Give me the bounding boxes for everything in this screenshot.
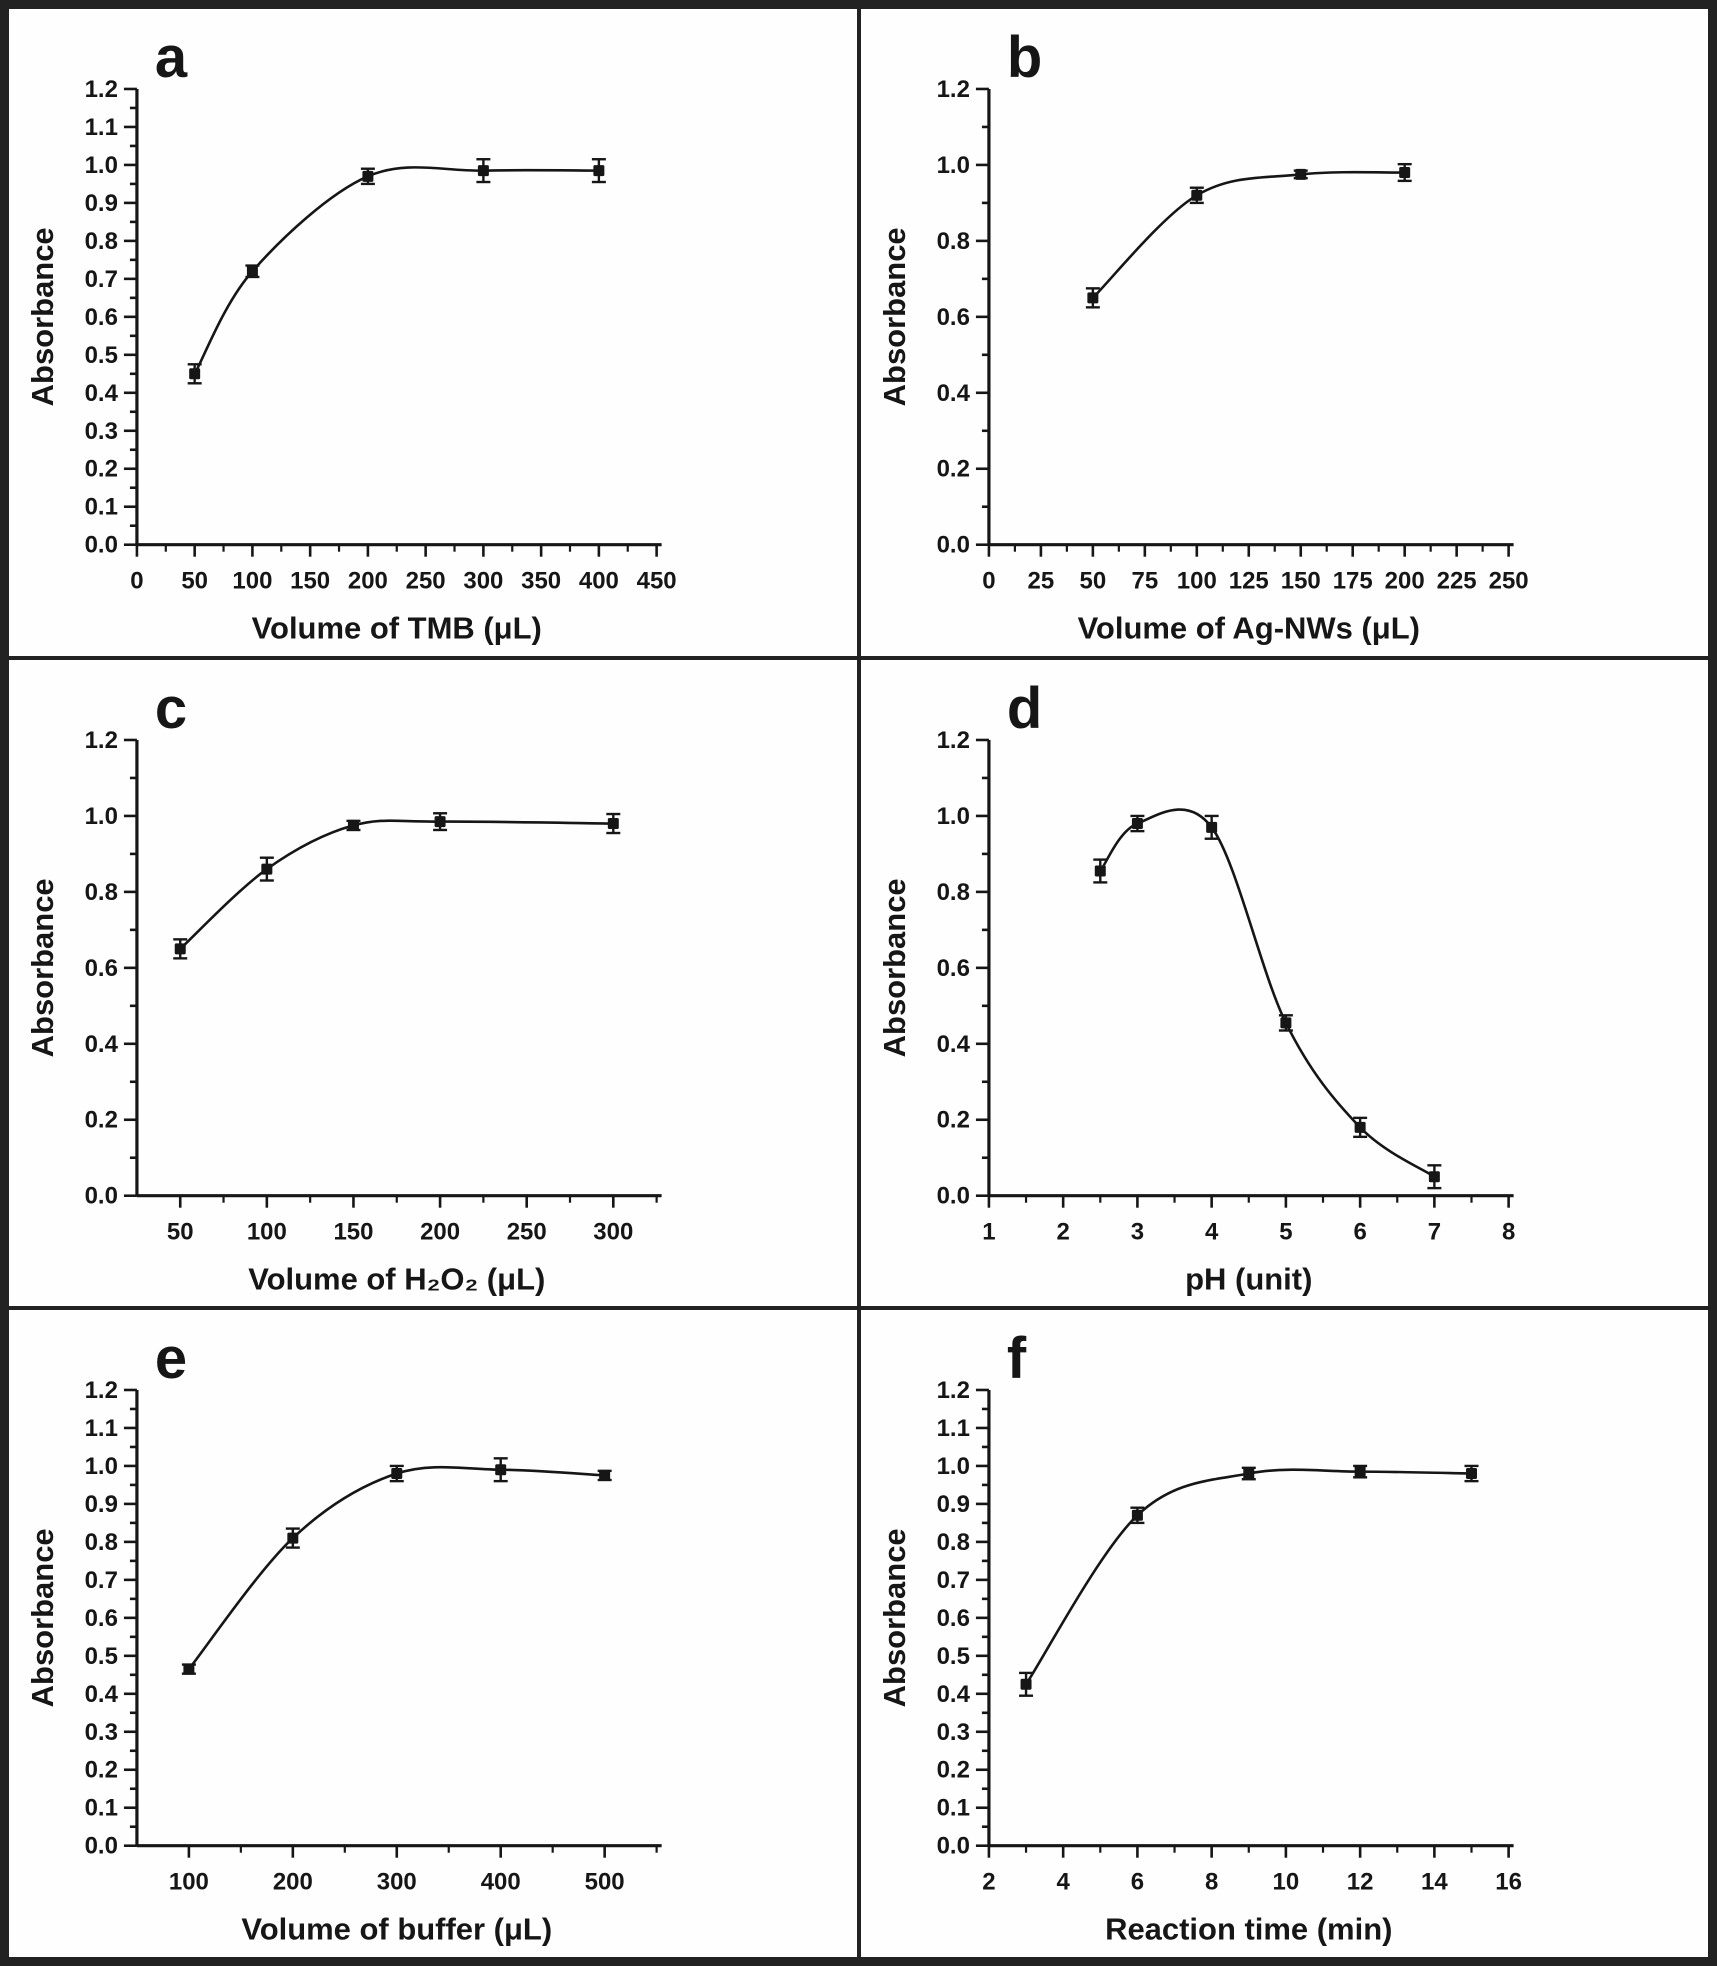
data-point: [183, 1664, 194, 1675]
y-tick-label: 0.2: [936, 1106, 970, 1134]
data-point: [478, 165, 489, 176]
data-point: [599, 1470, 610, 1481]
y-tick-label: 0.2: [84, 455, 118, 483]
x-tick-label: 400: [480, 1869, 521, 1897]
x-tick-label: 100: [232, 567, 273, 595]
y-tick-label: 0.0: [84, 1833, 118, 1861]
x-tick-label: 125: [1228, 567, 1269, 595]
data-point: [1295, 169, 1306, 180]
y-tick-label: 0.1: [84, 1795, 118, 1823]
data-point: [435, 816, 446, 827]
y-tick-label: 0.1: [936, 1795, 970, 1823]
panel-e: [9, 1310, 857, 1957]
y-tick-label: 0.8: [936, 878, 970, 906]
y-tick-label: 1.2: [84, 726, 118, 754]
data-point: [1399, 167, 1410, 178]
y-tick-label: 0.4: [936, 379, 970, 407]
y-tick-label: 1.2: [936, 75, 970, 103]
data-point: [348, 820, 359, 831]
y-tick-label: 1.1: [936, 1415, 970, 1443]
x-tick-label: 3: [1130, 1218, 1144, 1246]
data-point: [175, 943, 186, 954]
x-tick-label: 350: [521, 567, 562, 595]
data-point: [1206, 821, 1217, 832]
y-tick-label: 0.4: [84, 1030, 118, 1058]
data-point: [495, 1465, 506, 1476]
y-tick-label: 0.2: [84, 1106, 118, 1134]
chart-a: [9, 9, 857, 656]
x-tick-label: 250: [1488, 567, 1529, 595]
y-axis-label: Absorbance: [24, 1528, 60, 1708]
y-tick-label: 0.6: [936, 954, 970, 982]
y-tick-label: 1.1: [84, 1415, 118, 1443]
y-tick-label: 0.5: [84, 1643, 118, 1671]
panel-letter: c: [154, 676, 188, 741]
data-curve: [180, 820, 613, 948]
y-tick-label: 1.1: [84, 113, 118, 141]
x-axis-label: Reaction time (min): [1104, 1911, 1392, 1947]
y-tick-label: 0.8: [936, 227, 970, 255]
x-tick-label: 200: [1384, 567, 1425, 595]
panel-letter: b: [1006, 25, 1042, 90]
y-tick-label: 1.2: [84, 1377, 118, 1405]
data-point: [261, 863, 272, 874]
x-tick-label: 200: [420, 1218, 461, 1246]
x-tick-label: 2: [1055, 1218, 1070, 1246]
data-curve: [1092, 172, 1404, 298]
x-tick-label: 100: [1176, 567, 1217, 595]
y-tick-label: 0.4: [936, 1030, 970, 1058]
y-tick-label: 0.8: [84, 878, 118, 906]
panel-d: [861, 660, 1709, 1307]
data-point: [1354, 1122, 1365, 1133]
panel-b: [861, 9, 1709, 656]
x-tick-label: 50: [181, 567, 209, 595]
y-axis-label: Absorbance: [876, 227, 912, 407]
data-curve: [1026, 1470, 1471, 1685]
x-tick-label: 10: [1272, 1869, 1299, 1897]
x-axis-label: Volume of buffer (μL): [241, 1911, 553, 1947]
y-tick-label: 1.0: [936, 151, 970, 179]
y-tick-label: 1.2: [84, 75, 118, 103]
data-point: [1191, 190, 1202, 201]
data-point: [608, 818, 619, 829]
y-tick-label: 1.0: [84, 151, 118, 179]
panel-letter: a: [154, 25, 188, 90]
y-tick-label: 0.2: [84, 1757, 118, 1785]
y-tick-label: 1.0: [84, 1453, 118, 1481]
x-tick-label: 150: [333, 1218, 374, 1246]
y-axis-label: Absorbance: [876, 878, 912, 1057]
y-tick-label: 0.3: [936, 1719, 970, 1747]
x-tick-label: 14: [1420, 1869, 1448, 1897]
x-tick-label: 250: [506, 1218, 547, 1246]
x-tick-label: 6: [1352, 1218, 1367, 1246]
data-point: [1354, 1466, 1365, 1477]
x-tick-label: 200: [272, 1869, 313, 1897]
x-tick-label: 150: [1280, 567, 1321, 595]
data-point: [362, 171, 373, 182]
x-tick-label: 2: [981, 1869, 996, 1897]
x-axis-label: Volume of TMB (μL): [251, 610, 542, 646]
x-tick-label: 175: [1332, 567, 1373, 595]
y-tick-label: 1.2: [936, 1377, 970, 1405]
x-tick-label: 400: [578, 567, 619, 595]
x-tick-label: 7: [1427, 1218, 1441, 1246]
x-tick-label: 16: [1494, 1869, 1522, 1897]
data-point: [1131, 1510, 1142, 1521]
x-tick-label: 100: [168, 1869, 209, 1897]
y-tick-label: 1.0: [936, 802, 970, 830]
panel-letter: e: [154, 1327, 188, 1392]
y-tick-label: 0.3: [84, 417, 118, 445]
x-tick-label: 300: [463, 567, 504, 595]
x-tick-label: 4: [1204, 1218, 1218, 1246]
data-point: [189, 368, 200, 379]
data-point: [1131, 818, 1142, 829]
y-tick-label: 0.8: [936, 1529, 970, 1557]
y-tick-label: 1.2: [936, 726, 970, 754]
y-tick-label: 0.2: [936, 1757, 970, 1785]
x-tick-label: 75: [1130, 567, 1158, 595]
x-tick-label: 100: [246, 1218, 287, 1246]
x-tick-label: 25: [1027, 567, 1054, 595]
data-curve: [189, 1467, 605, 1669]
y-tick-label: 0.7: [84, 265, 118, 293]
x-tick-label: 12: [1346, 1869, 1373, 1897]
y-tick-label: 0.0: [936, 1833, 970, 1861]
panel-c: [9, 660, 857, 1307]
x-tick-label: 300: [376, 1869, 417, 1897]
y-tick-label: 0.9: [84, 1491, 118, 1519]
x-tick-label: 150: [290, 567, 331, 595]
y-tick-label: 0.9: [936, 1491, 970, 1519]
x-tick-label: 50: [166, 1218, 194, 1246]
y-tick-label: 0.0: [936, 1182, 970, 1210]
y-tick-label: 0.6: [84, 954, 118, 982]
x-tick-label: 4: [1055, 1869, 1070, 1897]
x-tick-label: 200: [347, 567, 388, 595]
x-axis-label: Volume of H₂O₂ (μL): [248, 1261, 546, 1297]
x-axis-label: pH (unit): [1184, 1261, 1312, 1297]
panel-letter: f: [1006, 1327, 1026, 1392]
y-axis-label: Absorbance: [876, 1528, 912, 1708]
y-axis-label: Absorbance: [24, 878, 60, 1057]
x-tick-label: 8: [1204, 1869, 1218, 1897]
data-curve: [1100, 809, 1434, 1176]
chart-f: [861, 1310, 1709, 1957]
y-tick-label: 0.2: [936, 455, 970, 483]
y-tick-label: 0.4: [84, 1681, 118, 1709]
y-axis-label: Absorbance: [24, 227, 60, 407]
y-tick-label: 0.6: [936, 1605, 970, 1633]
y-tick-label: 0.5: [936, 1643, 970, 1671]
data-point: [593, 165, 604, 176]
x-tick-label: 0: [981, 567, 996, 595]
chart-c: [9, 660, 857, 1307]
y-tick-label: 0.4: [84, 379, 118, 407]
y-tick-label: 0.8: [84, 227, 118, 255]
x-tick-label: 450: [636, 567, 677, 595]
x-axis-label: Volume of Ag-NWs (μL): [1077, 610, 1420, 646]
chart-e: [9, 1310, 857, 1957]
y-tick-label: 0.8: [84, 1529, 118, 1557]
y-tick-label: 0.7: [84, 1567, 118, 1595]
data-point: [1087, 292, 1098, 303]
x-tick-label: 300: [593, 1218, 634, 1246]
x-tick-label: 225: [1436, 567, 1477, 595]
y-tick-label: 0.6: [84, 1605, 118, 1633]
x-tick-label: 250: [405, 567, 446, 595]
panel-a: [9, 9, 857, 656]
panel-f: [861, 1310, 1709, 1957]
panel-letter: d: [1006, 676, 1042, 741]
y-tick-label: 1.0: [84, 802, 118, 830]
y-tick-label: 0.0: [84, 531, 118, 559]
y-tick-label: 0.5: [84, 341, 118, 369]
y-tick-label: 0.6: [936, 303, 970, 331]
data-point: [1280, 1017, 1291, 1028]
data-point: [287, 1533, 298, 1544]
x-tick-label: 50: [1079, 567, 1106, 595]
y-tick-label: 0.7: [936, 1567, 970, 1595]
y-tick-label: 0.6: [84, 303, 118, 331]
x-tick-label: 6: [1130, 1869, 1144, 1897]
y-tick-label: 0.1: [84, 493, 118, 521]
y-tick-label: 0.0: [84, 1182, 118, 1210]
data-point: [1428, 1171, 1439, 1182]
data-point: [391, 1468, 402, 1479]
x-tick-label: 500: [584, 1869, 625, 1897]
chart-d: [861, 660, 1709, 1307]
y-tick-label: 1.0: [936, 1453, 970, 1481]
x-tick-label: 0: [130, 567, 144, 595]
y-tick-label: 0.9: [84, 189, 118, 217]
x-tick-label: 5: [1278, 1218, 1293, 1246]
y-tick-label: 0.4: [936, 1681, 970, 1709]
x-tick-label: 1: [981, 1218, 996, 1246]
data-point: [1466, 1468, 1477, 1479]
y-tick-label: 0.0: [936, 531, 970, 559]
chart-b: [861, 9, 1709, 656]
data-point: [1243, 1468, 1254, 1479]
data-point: [247, 266, 258, 277]
x-tick-label: 8: [1501, 1218, 1515, 1246]
data-point: [1094, 865, 1105, 876]
y-tick-label: 0.3: [84, 1719, 118, 1747]
data-point: [1020, 1679, 1031, 1690]
